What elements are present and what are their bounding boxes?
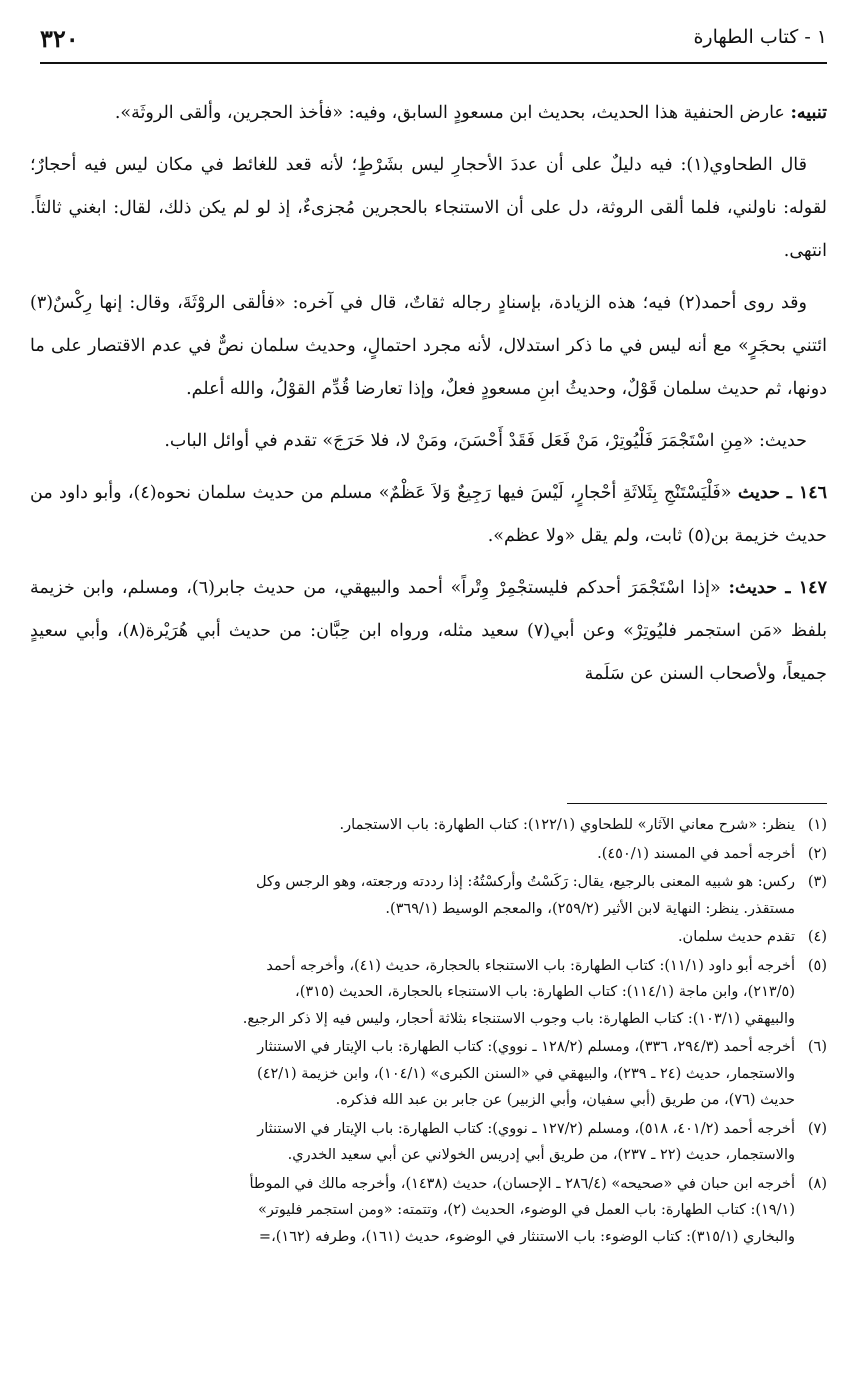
footnote <box>18 953 827 1033</box>
footnote-line: أخرجه أحمد (٢٩٤/٣، ٣٣٦)، ومسلم (١٢٨/٢ ـ نووي): كتاب الطهارة: باب الإيتار في الاستنثار <box>257 1039 795 1055</box>
footnote-number: (٨) <box>807 1175 827 1192</box>
chapter-title: ١ - كتاب الطهارة <box>693 26 827 48</box>
footnote-line: ينظر: «شرح معاني الآثار» للطحاوي (١٢٢/١): كتاب الطهارة: باب الاستجمار. <box>339 817 795 833</box>
footnote-line: أخرجه أحمد في المسند (٤٥٠/١). <box>597 845 795 862</box>
footnote <box>18 1171 827 1251</box>
footnote-line: (١٩/١): كتاب الطهارة: باب العمل في الوضوء، الحديث (٢)، وتتمته: «ومن استجمر فليوتر» <box>257 1202 795 1218</box>
hadith-number: ١٤٦ ـ حديث <box>737 483 828 503</box>
footnote-line: حديث (٧٦)، من طريق (أبي سفيان، وأبي الزبير) عن جابر بن عبد الله فذكره. <box>335 1092 795 1108</box>
footnote-line: تقدم حديث سلمان. <box>677 929 795 945</box>
footnote-line: والبخاري (٣١٥/١): كتاب الوضوء: باب الاستنثار في الوضوء، حديث (١٦١)، وطرفه (١٦٢)،= <box>258 1228 795 1245</box>
paragraph-ahmad <box>30 282 827 411</box>
footnote <box>18 841 827 868</box>
paragraph-text: قال الطحاوي(١): فيه دليلٌ على أن عددَ الأحجارِ ليس بشَرْطٍ؛ لأنه قعد للغائط في مكان ليس فيه أحجارٌ؛ لقوله: ناولني، فلما ألقى الروثة، دل على أن الاستنجاء بالحجرين مُجزىءٌ، إذ لو لم يكن ذلك، لقال: ابغني ثالثاً. انتهى. <box>30 155 827 261</box>
main-text <box>30 92 827 705</box>
footnotes <box>18 812 827 1252</box>
paragraph-lead: تنبيه: <box>790 103 827 123</box>
paragraph-text: عارض الحنفية هذا الحديث، بحديث ابن مسعودٍ السابق، وفيه: «فأخذ الحجرين، وألقى الروثَة». <box>114 103 791 123</box>
footnote <box>18 1116 827 1169</box>
footnote-line: أخرجه أحمد (٤٠١/٢، ٥١٨)، ومسلم (١٢٧/٢ ـ نووي): كتاب الطهارة: باب الإيتار في الاستنثار <box>257 1120 795 1137</box>
hadith-number: ١٤٧ ـ حديث: <box>728 578 827 598</box>
footnote-line: (٢١٣/٥)، وابن ماجة (١١٤/١): كتاب الطهارة: باب الاستنجاء بالحجارة، الحديث (٣١٥)، <box>295 984 795 1000</box>
footnote-line: والاستجمار، حديث (٢٢ ـ ٢٣٧)، من طريق أبي إدريس الخولاني عن أبي سعيد الخدري. <box>287 1147 795 1163</box>
footnote <box>18 812 827 839</box>
footnote-number: (٣) <box>807 874 827 890</box>
footnote-line: ركس: هو شبيه المعنى بالرجيع، يقال: رَكَسْتُ وأركسْتُهُ: إذا رددته ورجعته، وهو الرجس وكل <box>255 874 795 890</box>
paragraph-text: حديث: «مِنِ اسْتَجْمَرَ فَلْيُوتِرْ، مَنْ فَعَل فَقَدْ أَحْسَنَ، ومَنْ لا، فلا حَرَجَ» تقدم في أوائل الباب. <box>164 431 807 451</box>
paragraph-hadith-146 <box>30 472 827 558</box>
paragraph-hadith <box>30 420 827 463</box>
footnote <box>18 924 827 951</box>
footnote-number: (٧) <box>807 1120 827 1137</box>
footnote-divider <box>567 803 827 804</box>
footnote-line: والبيهقي (١٠٣/١): كتاب الطهارة: باب وجوب الاستنجاء بثلاثة أحجار، وليس فيه إلا ذكر الرجيع. <box>242 1010 795 1027</box>
footnote-number: (١) <box>807 817 827 833</box>
footnote-line: والاستجمار، حديث (٢٤ ـ ٢٣٩)، والبيهقي في «السنن الكبرى» (١٠٤/١)، وابن خزيمة (٤٢/١) <box>257 1065 795 1082</box>
paragraph-text: وقد روى أحمد(٢) فيه؛ هذه الزيادة، بإسنادٍ رجاله ثقاتٌ، قال في آخره: «فألقى الروْثَةَ، وقال: إنها رِكْسٌ(٣) ائتني بحجَرٍ» مع أنه ليس في ما ذكر استدلال، لأنه مجرد احتمالٍ، وحديث سلمان نصٌّ في عدم الاقتصار على ما دونها، ثم حديث سلمان قَوْلٌ، وحديثُ ابنِ مسعودٍ فعلٌ، وإذا تعارضا قُدِّم القوْلُ، والله أعلم. <box>30 293 827 399</box>
footnote-line: مستقذر. ينظر: النهاية لابن الأثير (٢٥٩/٢)، والمعجم الوسيط (٣٦٩/١). <box>385 900 795 917</box>
paragraph-tahawi <box>30 144 827 273</box>
paragraph-note <box>30 92 827 135</box>
footnote-number: (٥) <box>807 957 827 974</box>
footnote-number: (٤) <box>807 929 827 945</box>
paragraph-text: «فَلْيَسْتَنْجِ بِثَلاثَةِ أحْجارٍ، لَيْسَ فيها رَجِيعٌ وَلاَ عَظْمٌ» مسلم من حديث سلمان نحوه(٤)، وأبو داود من حديث خزيمة بن(٥) ثابت، ولم يقل «ولا عظم». <box>30 483 827 546</box>
page-number: ٣٢٠ <box>40 24 79 53</box>
footnote-number: (٢) <box>807 845 827 862</box>
footnote <box>18 869 827 922</box>
footnote-line: أخرجه أبو داود (١١/١): كتاب الطهارة: باب الاستنجاء بالحجارة، حديث (٤١)، وأخرجه أحمد <box>266 957 795 974</box>
footnote <box>18 1034 827 1114</box>
paragraph-hadith-147 <box>30 567 827 696</box>
footnote-line: أخرجه ابن حبان في «صحيحه» (٢٨٦/٤ ـ الإحسان)، حديث (١٤٣٨)، وأخرجه مالك في الموطأ <box>249 1175 795 1192</box>
paragraph-text: «إذا اسْتَجْمَرَ أحدكم فليستجْمِرْ وِتْراً» أحمد والبيهقي، من حديث جابر(٦)، ومسلم، وابن خزيمة بلفظ «مَن استجمر فليُوتِرْ» وعن أبي(٧) سعيد مثله، ورواه ابن حِبَّان: من حديث أبي هُرَيْرة(٨)، وأبي سعيدٍ جميعاً، ولأصحاب السنن عن سَلَمة <box>30 578 827 684</box>
footnote-number: (٦) <box>807 1039 827 1055</box>
page-header <box>40 22 827 64</box>
